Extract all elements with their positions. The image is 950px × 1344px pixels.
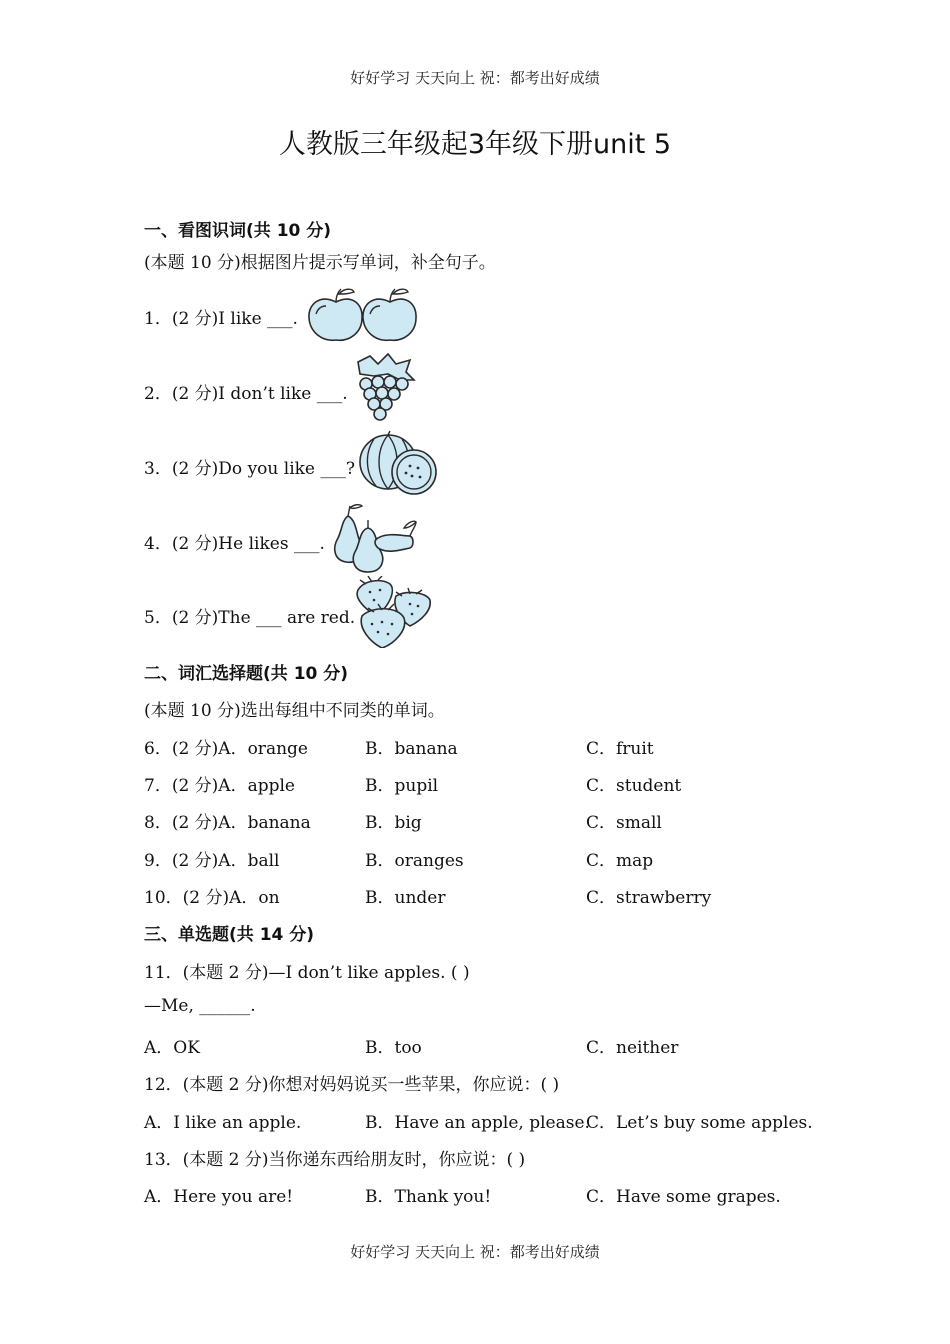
q7-option-a: 7．(2 分)A．apple [144, 776, 295, 796]
q9-option-a: 9．(2 分)A．ball [144, 851, 280, 871]
watermelon-icon [358, 430, 440, 496]
page-footer: 好好学习 天天向上 祝：都考出好成绩 [350, 1243, 600, 1261]
q8-option-b: B．big [365, 813, 422, 833]
section1-heading: 一、看图识词(共 10 分) [144, 221, 332, 241]
question-3: 3．(2 分)Do you like ___? [144, 459, 356, 479]
pears-icon [328, 502, 418, 574]
question-11-stem: 11．(本题 2 分)—I don’t like apples. ( ) [144, 963, 470, 983]
q8-option-c: C．small [586, 813, 662, 833]
q9-option-c: C．map [586, 851, 654, 871]
question-1: 1．(2 分)I like ___. [144, 309, 298, 329]
q13-option-b: B．Thank you! [365, 1187, 492, 1207]
q12-option-c: C．Let’s buy some apples. [586, 1113, 813, 1133]
q10-option-a: 10．(2 分)A．on [144, 888, 280, 908]
q13-option-c: C．Have some grapes. [586, 1187, 781, 1207]
question-13-stem: 13．(本题 2 分)当你递东西给朋友时，你应说：( ) [144, 1150, 526, 1170]
q11-option-a: A．OK [144, 1038, 200, 1058]
q12-option-b: B．Have an apple, please. [365, 1113, 590, 1133]
q10-option-b: B．under [365, 888, 446, 908]
q7-option-b: B．pupil [365, 776, 439, 796]
q13-option-a: A．Here you are! [144, 1187, 294, 1207]
question-11-stem2: —Me, ______. [144, 996, 256, 1016]
grapes-icon [348, 352, 420, 424]
section2-instruction: (本题 10 分)选出每组中不同类的单词。 [144, 701, 445, 721]
q6-option-b: B．banana [365, 739, 458, 759]
apples-icon [306, 286, 420, 344]
q8-option-a: 8．(2 分)A．banana [144, 813, 311, 833]
q10-option-c: C．strawberry [586, 888, 712, 908]
q9-option-b: B．oranges [365, 851, 464, 871]
question-5: 5．(2 分)The ___ are red. [144, 608, 356, 628]
page-title: 人教版三年级起3年级下册unit 5 [278, 129, 672, 160]
q11-option-b: B．too [365, 1038, 422, 1058]
section3-heading: 三、单选题(共 14 分) [144, 925, 315, 945]
strawberries-icon [352, 576, 434, 648]
q6-option-c: C．fruit [586, 739, 654, 759]
question-4: 4．(2 分)He likes ___. [144, 534, 325, 554]
q11-option-c: C．neither [586, 1038, 679, 1058]
q7-option-c: C．student [586, 776, 682, 796]
page-header: 好好学习 天天向上 祝：都考出好成绩 [350, 69, 600, 87]
question-12-stem: 12．(本题 2 分)你想对妈妈说买一些苹果，你应说：( ) [144, 1075, 560, 1095]
q12-option-a: A．I like an apple. [144, 1113, 302, 1133]
section1-instruction: (本题 10 分)根据图片提示写单词，补全句子。 [144, 253, 496, 273]
section2-heading: 二、词汇选择题(共 10 分) [144, 664, 349, 684]
question-2: 2．(2 分)I don’t like ___. [144, 384, 348, 404]
q6-option-a: 6．(2 分)A．orange [144, 739, 308, 759]
